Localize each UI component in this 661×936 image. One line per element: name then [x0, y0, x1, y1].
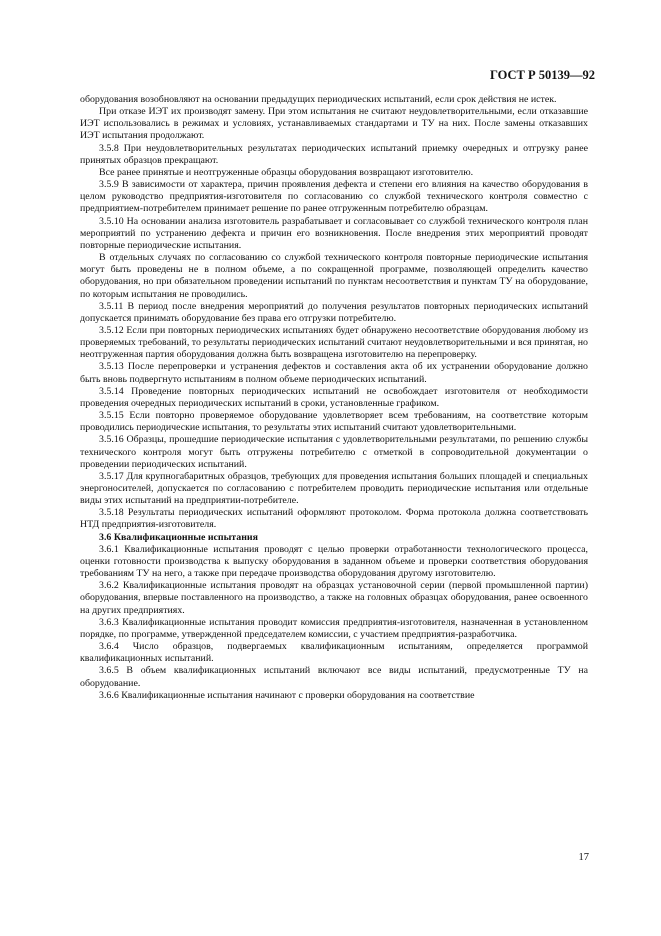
paragraph: 3.6.5 В объем квалификационных испытаний включают все виды испытаний, предусмотренные ТУ на оборудование. — [80, 665, 588, 689]
paragraph: При отказе ИЭТ их производят замену. При этом испытания не считают неудовлетворительными, если отказавшие ИЭТ использовались в режимах и условиях, устанавливаемых стандартами и ТУ на них. После замены отказавших ИЭТ испытания продолжают. — [80, 106, 588, 142]
paragraph: оборудования возобновляют на основании предыдущих периодических испытаний, если срок действия не истек. — [80, 94, 557, 105]
paragraph: 3.5.17 Для крупногабаритных образцов, требующих для проведения испытания больших площадей и специальных энергоносителей, допускается по согласованию с потребителем проводить периодические испытания или отдельные виды этих испытаний на предприятии-потребителе. — [80, 470, 588, 507]
paragraph: 3.5.9 В зависимости от характера, причин проявления дефекта и степени его влияния на качество оборудования в целом руководство предприятия-изготовителя по согласованию со службой технического контроля совместно с предприятием-потребителем принимает решение по ранее отгруженным потребителю образцам. — [80, 179, 588, 215]
section-heading: 3.6 Квалификационные испытания — [99, 531, 258, 543]
paragraph: 3.6.6 Квалификационные испытания начинают с проверки оборудования на соответствие — [99, 689, 475, 701]
paragraph: 3.6.2 Квалификационные испытания проводят на образцах установочной серии (первой промышленной партии) оборудования, впервые поставленного на производство, а также на головных образцах оборудования, ранее освоенного на других предприятиях. — [80, 580, 588, 616]
paragraph: 3.5.8 При неудовлетворительных результатах периодических испытаний приемку очередных и отгрузку ранее принятых образцов прекращают. — [80, 142, 588, 166]
paragraph: 3.5.16 Образцы, прошедшие периодические испытания с удовлетворительными результатами, по решению службы технического контроля могут быть отгружены потребителю с отметкой в сопроводительной документации о проведении периодических испытаний. — [80, 434, 588, 470]
paragraph: 3.6.1 Квалификационные испытания проводят с целью проверки отработанности технологического процесса, оценки готовности производства к выпуску оборудования в заданном объеме и проверки соответствия оборудования требованиям ТУ на него, а также при передаче производства оборудования другому изготовителю. — [80, 543, 588, 580]
paragraph: 3.5.13 После перепроверки и устранения дефектов и составления акта об их устранении оборудование должно быть вновь подвергнуто испытаниям в полном объеме периодических испытаний. — [80, 361, 588, 385]
paragraph: 3.5.10 На основании анализа изготовитель разрабатывает и согласовывает со службой технического контроля план мероприятий по устранению дефекта и причин его возникновения. После внедрения этих мероприятий проводят повторные периодические испытания. — [80, 215, 588, 251]
paragraph: 3.5.14 Проведение повторных периодических испытаний не освобождает изготовителя от необходимости проведения очередных периодических испытаний в сроки, установленные графиком. — [80, 385, 588, 409]
document-body — [80, 94, 588, 702]
paragraph: Все ранее принятые и неотгруженные образцы оборудования возвращают изготовителю. — [99, 166, 474, 178]
paragraph: 3.6.4 Число образцов, подвергаемых квалификационным испытаниям, определяется программой квалификационных испытаний. — [80, 641, 588, 665]
document-header: ГОСТ Р 50139—92 — [489, 68, 595, 82]
page-number: 17 — [578, 852, 589, 863]
paragraph: 3.5.15 Если повторно проверяемое оборудование удовлетворяет всем требованиям, на соответствие которым проводились периодические испытания, то результаты этих испытаний считают удовлетворительными. — [80, 410, 588, 434]
paragraph: 3.5.11 В период после внедрения мероприятий до получения результатов повторных периодических испытаний допускается принимать оборудование без права его отгрузки потребителю. — [80, 300, 588, 324]
paragraph: В отдельных случаях по согласованию со службой технического контроля повторные периодические испытания могут быть проведены не в полном объеме, а по сокращенной программе, позволяющей определить качество оборудования, но при обязательном проведении испытаний по пунктам несоответствия и пунктам ТУ на оборудование, по которым испытания не проводились. — [80, 252, 588, 300]
paragraph: 3.5.18 Результаты периодических испытаний оформляют протоколом. Форма протокола должна соответствовать НТД предприятия-изготовителя. — [80, 507, 588, 531]
paragraph: 3.6.3 Квалификационные испытания проводит комиссия предприятия-изготовителя, назначенная в установленном порядке, по программе, утвержденной председателем комиссии, с участием предприятия-разработчика. — [80, 616, 588, 640]
paragraph: 3.5.12 Если при повторных периодических испытаниях будет обнаружено несоответствие оборудования любому из проверяемых требований, то результаты периодических испытаний считают неудовлетворительными и вся принятая, но неотгруженная партия оборудования должна быть возвращена изготовителю на перепроверку. — [80, 324, 588, 361]
